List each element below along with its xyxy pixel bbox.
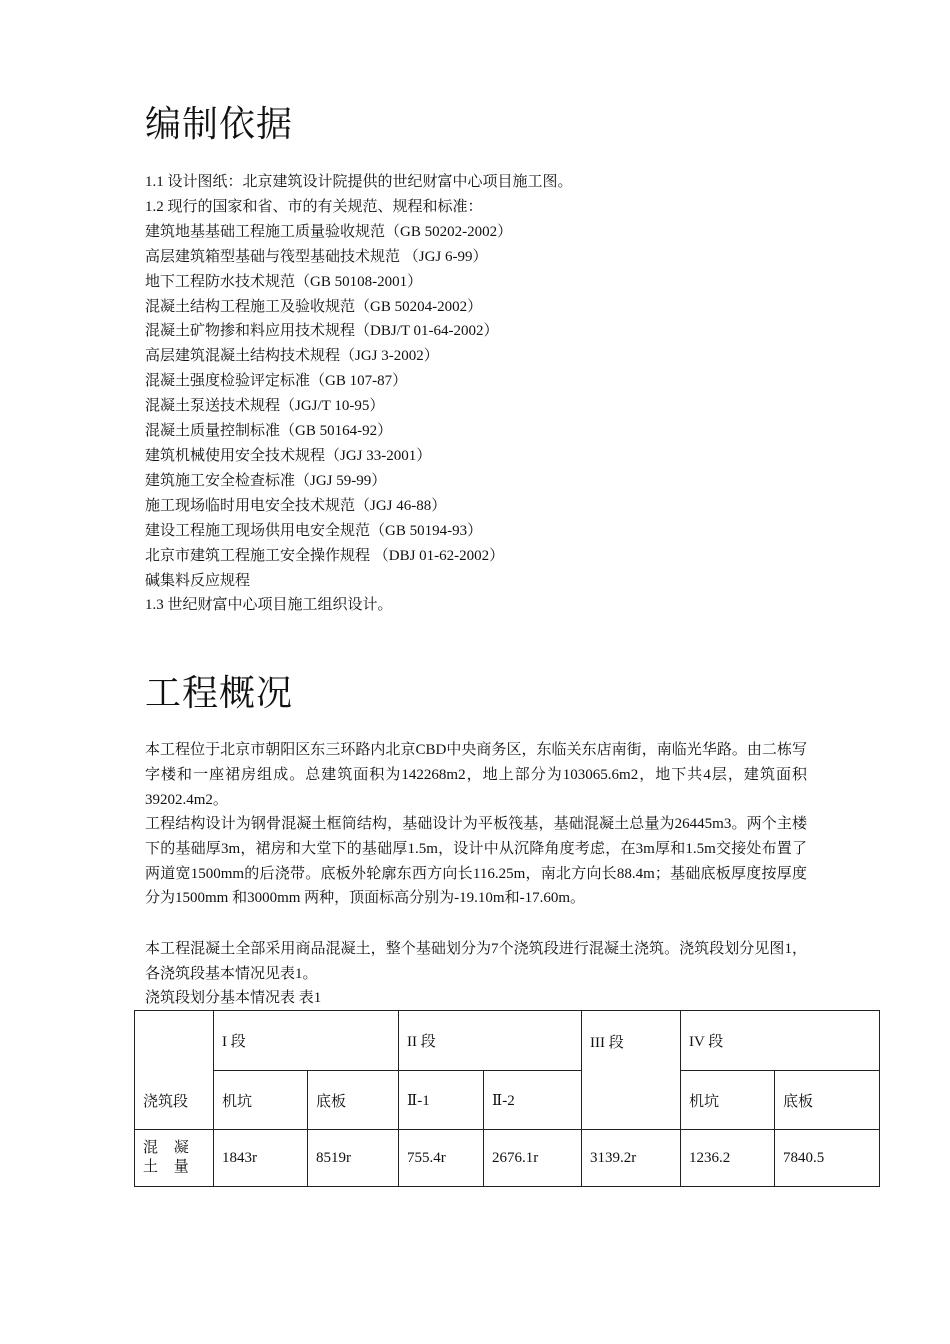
section-title-basis: 编制依据 xyxy=(145,104,294,145)
table-row xyxy=(135,1130,880,1187)
list-item: 1.1 设计图纸：北京建筑设计院提供的世纪财富中心项目施工图。 xyxy=(145,174,573,190)
overview-paragraph-location: 本工程位于北京市朝阳区东三环路内北京CBD中央商务区，东临关东店南街，南临光华路。由二栋写字楼和一座裙房组成。总建筑面积为142268m2，地上部分为103065.6m2，地下共4层，建筑面积39202.4m2。 xyxy=(145,742,807,808)
sub-header-cell: 底板 xyxy=(308,1071,399,1130)
list-item: 混凝土强度检验评定标准（GB 107-87） xyxy=(145,373,408,390)
list-item: 高层建筑混凝土结构技术规程（JGJ 3-2002） xyxy=(145,348,439,365)
list-item: 1.2 现行的国家和省、市的有关规范、规程和标准： xyxy=(145,198,483,215)
sub-header-cell: Ⅱ-1 xyxy=(399,1071,484,1130)
value-cell: 1236.2 xyxy=(681,1130,775,1187)
list-item: 高层建筑箱型基础与筏型基础技术规范 （JGJ 6-99） xyxy=(145,248,488,265)
row-header-cell: 浇筑段 xyxy=(135,1011,214,1130)
value-cell: 7840.5 xyxy=(775,1130,880,1187)
sub-header-cell: 机坑 xyxy=(214,1071,308,1130)
list-item: 混凝土泵送技术规程（JGJ/T 10-95） xyxy=(145,398,385,415)
value-cell: 8519r xyxy=(308,1130,399,1187)
volume-label-cell: 混 凝 土 量 xyxy=(135,1130,214,1187)
sub-header-cell: Ⅱ-2 xyxy=(484,1071,582,1130)
pouring-segments-table xyxy=(134,1010,880,1187)
list-item: 地下工程防水技术规范（GB 50108-2001） xyxy=(145,273,423,290)
value-cell: 1843r xyxy=(214,1130,308,1187)
table-caption: 浇筑段划分基本情况表 表1 xyxy=(145,990,322,1006)
segment-header-2: II 段 xyxy=(399,1011,582,1071)
table-row xyxy=(135,1071,880,1130)
list-item: 北京市建筑工程施工安全操作规程 （DBJ 01-62-2002） xyxy=(145,547,505,564)
list-item: 建筑机械使用安全技术规程（JGJ 33-2001） xyxy=(145,447,432,464)
segment-header-3: III 段 xyxy=(582,1011,681,1130)
overview-paragraph-structure: 工程结构设计为钢骨混凝土框筒结构，基础设计为平板筏基，基础混凝土总量为26445m3。两个主楼下的基础厚3m，裙房和大堂下的基础厚1.5m，设计中从沉降角度考虑，在3m厚和1.5m交接处布置了两道宽1500mm的后浇带。底板外轮廓东西方向长116.25m，南北方向长88.4m；基础底板厚度按厚度分为1500mm 和3000mm 两种，顶面标高分别为-19.10m和-17.60m。 xyxy=(145,816,807,907)
sub-header-cell: 机坑 xyxy=(681,1071,775,1130)
list-item: 碱集料反应规程 xyxy=(145,572,251,589)
list-item: 建筑施工安全检查标准（JGJ 59-99） xyxy=(145,472,387,489)
list-item: 建设工程施工现场供用电安全规范（GB 50194-93） xyxy=(145,522,483,539)
value-cell: 3139.2r xyxy=(582,1130,681,1187)
overview-paragraph-pouring: 本工程混凝土全部采用商品混凝土，整个基础划分为7个浇筑段进行混凝土浇筑。浇筑段划分见图1，各浇筑段基本情况见表1。 xyxy=(145,941,807,982)
table-row xyxy=(135,1011,880,1071)
value-cell: 755.4r xyxy=(399,1130,484,1187)
list-item: 1.3 世纪财富中心项目施工组织设计。 xyxy=(145,597,393,614)
value-cell: 2676.1r xyxy=(484,1130,582,1187)
list-item: 混凝土结构工程施工及验收规范（GB 50204-2002） xyxy=(145,298,483,315)
list-item: 施工现场临时用电安全技术规范（JGJ 46-88） xyxy=(145,497,447,514)
sub-header-cell: 底板 xyxy=(775,1071,880,1130)
section-title-overview: 工程概况 xyxy=(145,673,294,714)
list-item: 混凝土质量控制标准（GB 50164-92） xyxy=(145,423,393,440)
list-item: 建筑地基基础工程施工质量验收规范（GB 50202-2002） xyxy=(145,223,513,240)
segment-header-4: IV 段 xyxy=(681,1011,880,1071)
list-item: 混凝土矿物掺和料应用技术规程（DBJ/T 01-64-2002） xyxy=(145,323,499,340)
segment-header-1: I 段 xyxy=(214,1011,399,1071)
basis-list xyxy=(145,170,573,618)
